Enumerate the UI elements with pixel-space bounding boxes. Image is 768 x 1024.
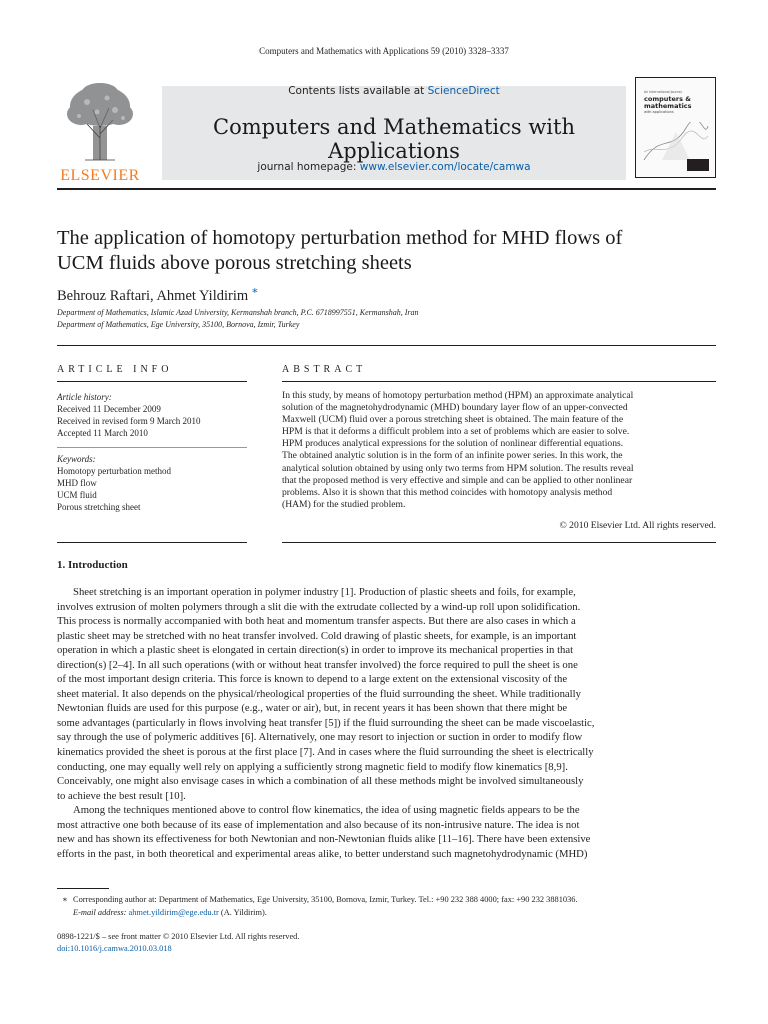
footnote-mark: ∗ — [62, 895, 68, 904]
body-line: Conceivably, one might also envisage cases in which a combination of all these methods might be involved simultaneously — [57, 775, 584, 788]
title-line: UCM fluids above porous stretching sheets — [57, 252, 412, 274]
article-history — [57, 391, 247, 439]
body-line: direction(s) [2–4]. In all such operations (with or without heat transfer involved) the force required to pull the sheet is one — [57, 658, 578, 671]
article-info-rule — [57, 381, 247, 382]
email-label: E-mail address: — [73, 908, 129, 917]
cover-publisher-badge — [687, 159, 709, 171]
history-label: Article history: — [57, 392, 112, 402]
header-divider — [57, 188, 716, 190]
keyword-item: UCM fluid — [57, 490, 97, 500]
revised-date: Received in revised form 9 March 2010 — [57, 416, 201, 426]
cover-line: with applications — [644, 110, 674, 114]
keyword-item: Porous stretching sheet — [57, 502, 141, 512]
article-info-heading: ARTICLE INFO — [57, 364, 173, 375]
abstract-text — [282, 390, 716, 511]
footnote-corresponding-text: Corresponding author at: Department of Mathematics, Ege University, 35100, Bornova, Izmir, Turkey. Tel.: +90 232 388 4000; fax: +90 232 3881036. — [73, 895, 578, 904]
article-title — [57, 226, 716, 276]
body-line: to achieve the best result [10]. — [57, 789, 186, 802]
cover-line: An International Journal — [644, 90, 682, 94]
abstract-line: (HAM) for the studied problem. — [282, 498, 406, 510]
body-line: some advantages (particularly in flows involving heat transfer [5]) if the fluid surrounding the sheet can be made viscoelastic, — [57, 716, 595, 729]
elsevier-tree-icon — [57, 80, 143, 162]
cover-line: computers & — [644, 95, 691, 103]
body-line: new and has shown its effectiveness for both Newtonian and non-Newtonian fluids alike [11–16]. There have been extensive — [57, 833, 591, 846]
abstract-line: In this study, by means of homotopy perturbation method (HPM) an approximate analytical — [282, 390, 634, 401]
email-link[interactable]: ahmet.yildirim@ege.edu.tr — [128, 908, 219, 917]
body-line: of the most important design criteria. This force is known to depend to a large extent on the extensional viscosity of the — [57, 673, 568, 686]
homepage-prefix: journal homepage: — [257, 161, 360, 173]
keywords-label: Keywords: — [57, 454, 96, 464]
introduction-body — [57, 585, 716, 861]
body-line: Sheet stretching is an important operation in polymer industry [1]. Production of plastic sheets and foils, for example, — [73, 586, 576, 598]
body-line: most attractive one both because of its ease of implementation and also because of its non-intrusive nature. The idea is not — [57, 818, 580, 831]
body-line: plastic sheet may be stretched with no heat transfer involved. Cold drawing of plastic sheets, for example, is an important — [57, 629, 577, 642]
affiliation: Department of Mathematics, Ege University, 35100, Bornova, Izmir, Turkey — [57, 320, 300, 329]
body-line: conducting, one may equally well rely on applying a sufficiently strong magnetic field to modify flow kinematics [8,9]. — [57, 760, 568, 773]
section-heading: 1. Introduction — [57, 559, 128, 571]
body-line: kinematics provided the sheet is porous at the first place [7]. And in cases where the fluid surrounding the sheet is electrically — [57, 746, 594, 759]
affiliation-divider — [57, 345, 716, 346]
accepted-date: Accepted 11 March 2010 — [57, 428, 148, 438]
corresponding-author-mark[interactable]: ∗ — [251, 285, 259, 297]
issn-line: 0898-1221/$ – see front matter © 2010 Elsevier Ltd. All rights reserved. — [57, 932, 300, 941]
received-date: Received 11 December 2009 — [57, 404, 161, 414]
abstract-line: problems. Also it is shown that this method coincides with homotopy analysis method — [282, 486, 613, 498]
abstract-line: HPM is that it deforms a difficult problem into a set of problems which are easier to solve. — [282, 426, 630, 438]
sciencedirect-link[interactable]: ScienceDirect — [427, 85, 500, 97]
contents-prefix: Contents lists available at — [288, 85, 428, 97]
history-rule — [57, 447, 247, 448]
journal-cover[interactable] — [635, 77, 716, 178]
contents-line — [162, 85, 626, 97]
body-line: say through the use of polymeric additives [6]. Alternatively, one may resort to injection or suction in order to modify flow — [57, 731, 583, 744]
abstract-bottom-rule — [57, 542, 247, 543]
author-names: Behrouz Raftari, Ahmet Yildirim — [57, 287, 249, 304]
email-suffix: (A. Yildirim). — [218, 908, 267, 917]
abstract-rule — [282, 381, 716, 382]
abstract-line: HPM produces analytical expressions for the solution of nonlinear differential equations. — [282, 438, 624, 450]
elsevier-wordmark: ELSEVIER — [60, 167, 140, 184]
footnote — [57, 893, 737, 919]
cover-art-icon — [642, 122, 710, 162]
abstract-bottom-rule — [282, 542, 716, 543]
abstract-copyright: © 2010 Elsevier Ltd. All rights reserved. — [559, 520, 716, 531]
body-line: efforts in the past, in both theoretical and experimental areas alike, to better understand such magnetohydrodynamic (MHD) — [57, 847, 588, 860]
running-head: Computers and Mathematics with Applications 59 (2010) 3328–3337 — [259, 46, 509, 56]
body-line: operation in which a plastic sheet is elongated in certain direction(s) in order to improve its mechanical properties in that — [57, 644, 574, 657]
body-line: sheet material. It also depends on the physical/rheological properties of the fluid surrounding the sheet. While traditionally — [57, 687, 581, 700]
abstract-line: Maxwell (UCM) fluid over a porous stretching sheet is obtained. The main feature of the — [282, 414, 624, 426]
elsevier-logo[interactable] — [57, 80, 143, 184]
authors-line — [57, 284, 259, 305]
journal-title: Computers and Mathematics with Applications — [213, 115, 575, 163]
doi-link[interactable]: doi:10.1016/j.camwa.2010.03.018 — [57, 944, 172, 953]
abstract-line: analytical solution obtained by using only two terms from HPM solution. The results reveal — [282, 462, 634, 474]
abstract-heading: ABSTRACT — [282, 364, 367, 375]
abstract-line: that the proposed method is very effective and simple and can be applied to other nonlinear — [282, 474, 633, 486]
body-line: This process is normally accompanied with both heat and momentum transfer aspects. But there are also cases in which a — [57, 615, 576, 628]
body-line: Newtonian fluids are used for this purpose (e.g., water or air), but, in recent years it has been shown that there might be — [57, 702, 568, 715]
footnote-corresponding — [57, 893, 737, 906]
homepage-link[interactable]: www.elsevier.com/locate/camwa — [359, 161, 531, 173]
body-line: Among the techniques mentioned above to control flow kinematics, the idea of using magnetic fields appears to be the — [73, 804, 580, 817]
cover-line: mathematics — [644, 102, 692, 110]
homepage-line — [162, 161, 626, 173]
title-line: The application of homotopy perturbation method for MHD flows of — [57, 227, 623, 249]
footnote-rule — [57, 888, 109, 889]
keywords-block — [57, 453, 247, 513]
body-line: involves extrusion of molten polymers through a slit die with the extrudate collected by a wind-up roll upon solidification. — [57, 600, 581, 613]
affiliation: Department of Mathematics, Islamic Azad University, Kermanshah branch, P.C. 6718997551, Kermanshah, Iran — [57, 308, 419, 317]
abstract-line: The obtained analytic solution is in the form of an infinite power series. In this work, the — [282, 450, 623, 462]
keyword-item: Homotopy perturbation method — [57, 466, 171, 476]
footnote-email — [57, 906, 737, 919]
keyword-item: MHD flow — [57, 478, 97, 488]
abstract-line: solution of the magnetohydrodynamic (MHD) boundary layer flow of an upper-convected — [282, 402, 628, 414]
